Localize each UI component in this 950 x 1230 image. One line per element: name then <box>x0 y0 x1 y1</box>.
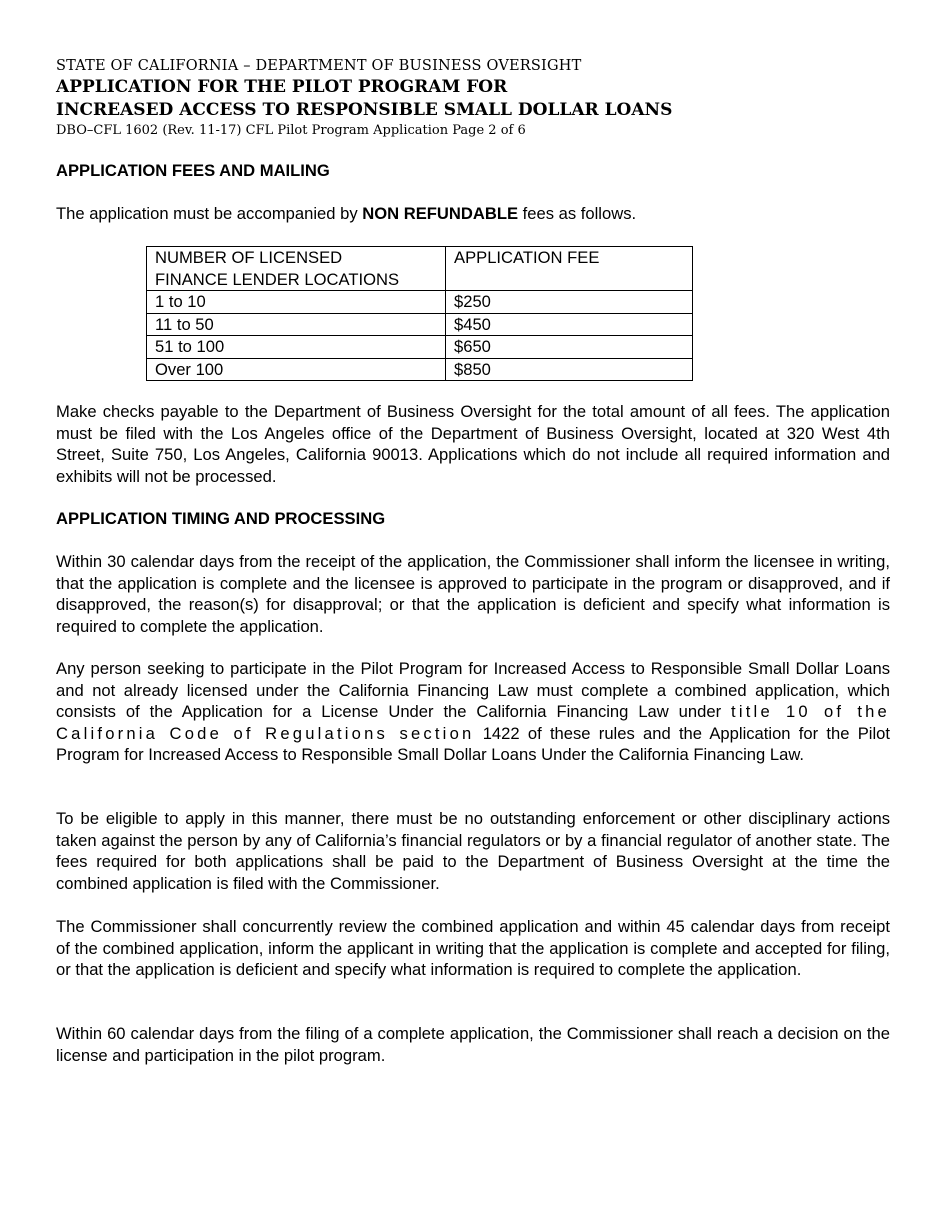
mailing-paragraph: Make checks payable to the Department of Business Oversight for the total amount of all fees. The application must be filed with the Los Angeles office of the Department of Business Oversight, located at 320 West 4th Street, Suite 750, Los Angeles, California 90013. Applications which do not include all required information and exhibits will not be processed. <box>56 402 890 486</box>
timing-paragraph-1: Within 30 calendar days from the receipt of the application, the Commissioner shall inform the licensee in writing, that the application is complete and the licensee is approved to participate in the program or disapproved, and if disapproved, the reason(s) for disapproval; or that the application is deficient and specify what information is required to complete the application. <box>56 552 890 636</box>
fee-table <box>146 246 693 381</box>
title-line-2: INCREASED ACCESS TO RESPONSIBLE SMALL DOLLAR LOANS <box>56 100 673 120</box>
column-header-locations-line1: NUMBER OF LICENSED <box>155 248 343 267</box>
timing-paragraph-5: Within 60 calendar days from the filing of a complete application, the Commissioner shall reach a decision on the license and participation in the pilot program. <box>56 1024 890 1065</box>
row-range: Over 100 <box>147 358 446 381</box>
table-row <box>147 358 693 381</box>
row-fee: $450 <box>446 313 693 336</box>
row-range: 51 to 100 <box>147 336 446 359</box>
fee-table-header-row <box>147 247 693 291</box>
timing-paragraph-2 <box>56 658 890 766</box>
title-line-1: APPLICATION FOR THE PILOT PROGRAM FOR <box>56 77 508 97</box>
table-row <box>147 336 693 359</box>
table-row <box>147 291 693 314</box>
timing-paragraph-4: The Commissioner shall concurrently review the combined application and within 45 calendar days from receipt of the combined application, inform the applicant in writing that the application is complete and accepted for filing, or that the application is deficient and specify what information is required to complete the application. <box>56 917 890 979</box>
row-fee: $650 <box>446 336 693 359</box>
timing-heading: APPLICATION TIMING AND PROCESSING <box>56 509 386 528</box>
column-header-fee: APPLICATION FEE <box>446 247 693 291</box>
timing-paragraph-2-post: 1422 of these rules and the Application for the Pilot Program for Increased Access to Responsible Small Dollar Loans Under the California Financing Law. <box>56 723 890 764</box>
fees-heading: APPLICATION FEES AND MAILING <box>56 161 330 180</box>
row-fee: $250 <box>446 291 693 314</box>
timing-paragraph-2-pre: Any person seeking to participate in the Pilot Program for Increased Access to Responsible Small Dollar Loans and not already licensed under the California Financing Law must complete a combined application, which consists of the Application for a License Under the California Financing Law under <box>56 659 890 721</box>
table-row <box>147 313 693 336</box>
column-header-locations-line2: FINANCE LENDER LOCATIONS <box>155 269 400 289</box>
form-number: DBO–CFL 1602 (Rev. 11-17) CFL Pilot Program Application Page 2 of 6 <box>56 123 526 138</box>
fees-intro <box>56 203 890 225</box>
non-refundable-emphasis: NON REFUNDABLE <box>362 204 519 223</box>
row-fee: $850 <box>446 358 693 381</box>
fees-intro-pre: The application must be accompanied by <box>56 204 363 223</box>
document-header <box>56 56 896 140</box>
agency-line: STATE OF CALIFORNIA – DEPARTMENT OF BUSINESS OVERSIGHT <box>56 58 582 74</box>
column-header-locations <box>147 247 446 291</box>
regulation-reference: title 10 of the California Code of Regulations section <box>56 702 890 743</box>
timing-paragraph-3: To be eligible to apply in this manner, there must be no outstanding enforcement or other disciplinary actions taken against the person by any of California’s financial regulators or by a financial regulator of another state. The fees required for both applications shall be paid to the Department of Business Oversight at the time the combined application is filed with the Commissioner. <box>56 809 890 893</box>
fees-intro-post: fees as follows. <box>518 204 637 223</box>
row-range: 1 to 10 <box>147 291 446 314</box>
row-range: 11 to 50 <box>147 313 446 336</box>
